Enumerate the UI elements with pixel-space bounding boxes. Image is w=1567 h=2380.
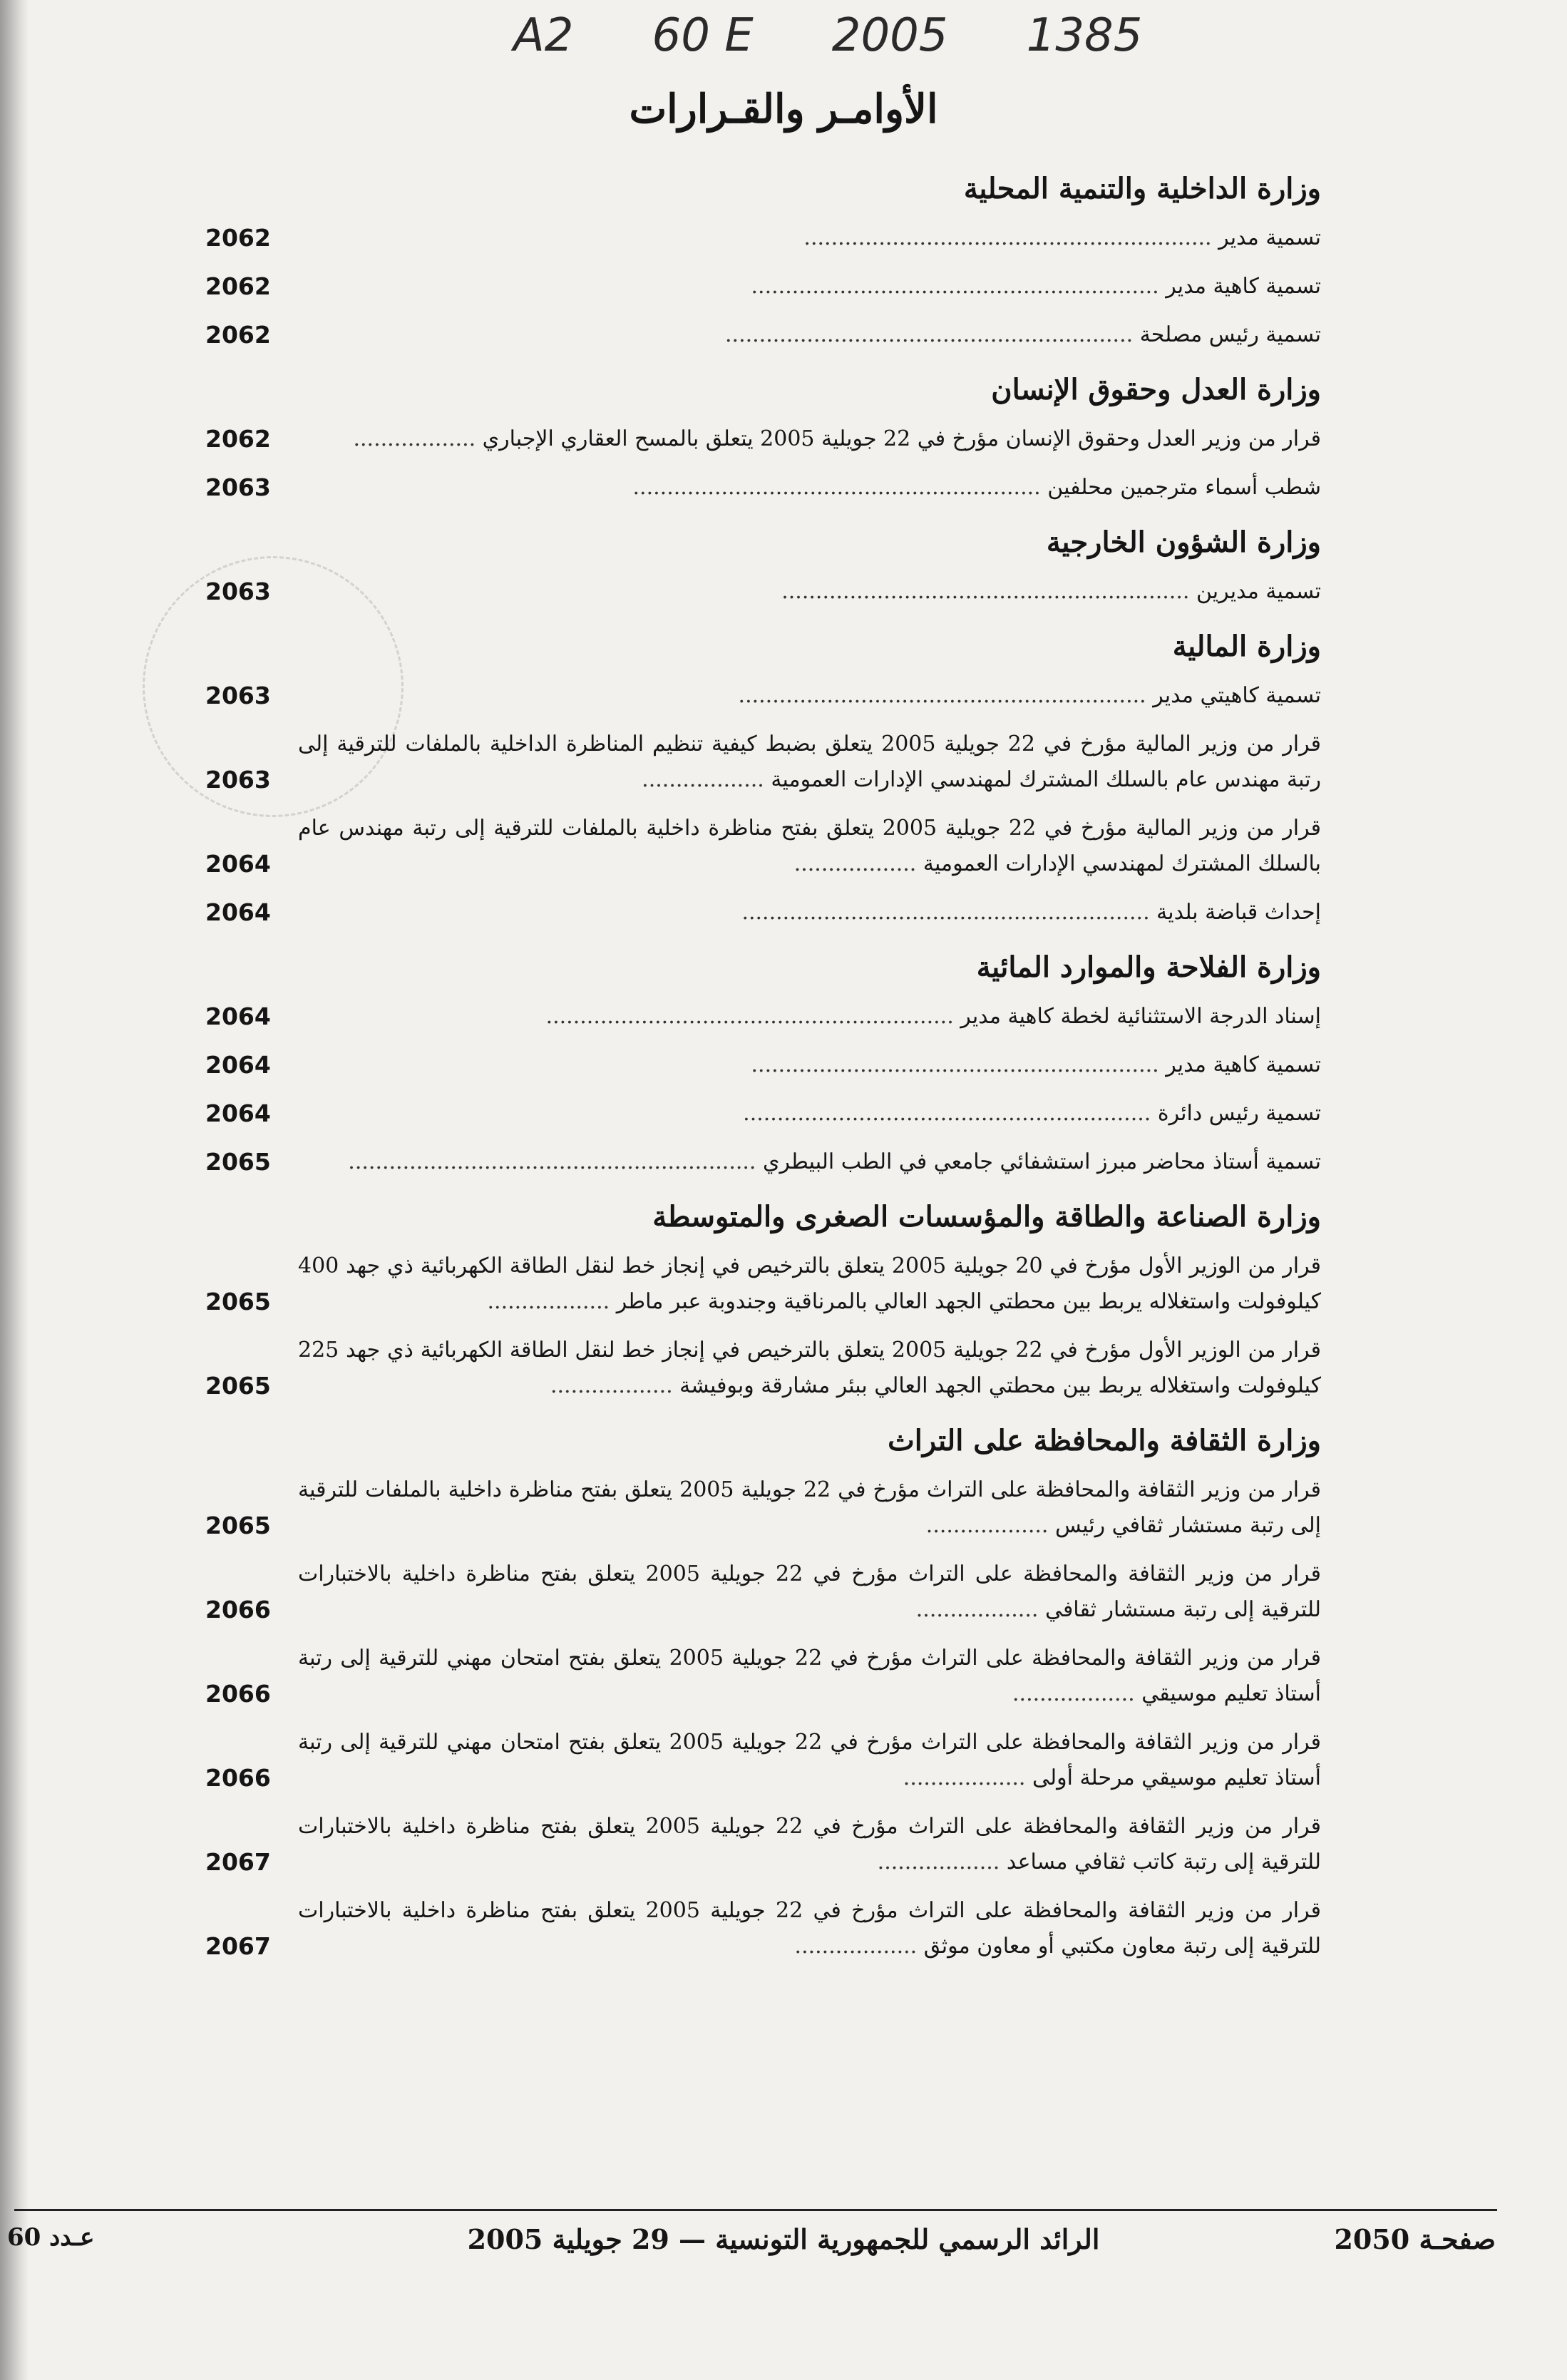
toc-section xyxy=(205,1196,1321,1404)
entry-text-content: قرار من وزير الثقافة والمحافظة على التراث مؤرخ في 22 جويلية 2005 يتعلق بفتح مناظرة داخلية بالاختبارات للترقية إلى رتبة كاتب ثقافي مساعد xyxy=(298,1814,1321,1874)
entry-text xyxy=(298,1096,1321,1132)
entry-page-number: 2064 xyxy=(205,1002,271,1030)
entry-text-content: قرار من وزير الثقافة والمحافظة على التراث مؤرخ في 22 جويلية 2005 يتعلق بفتح مناظرة داخلية بالاختبارات للترقية إلى رتبة مستشار ثقافي xyxy=(298,1561,1321,1622)
entry-page-number: 2062 xyxy=(205,224,271,252)
dot-leader: .................. xyxy=(353,426,483,451)
toc-entry xyxy=(205,1809,1321,1880)
toc-entry xyxy=(205,220,1321,256)
entry-text-content: قرار من وزير المالية مؤرخ في 22 جويلية 2005 يتعلق بفتح مناظرة داخلية بالملفات للترقية إلى رتبة مهندس عام بالسلك المشترك لمهندسي الإدارات العمومية xyxy=(298,816,1321,876)
dot-leader: ............................................................ xyxy=(632,475,1048,500)
dot-leader: ............................................................ xyxy=(725,322,1140,347)
entry-text xyxy=(298,1472,1321,1544)
entry-text-content: تسمية كاهية مدير xyxy=(1166,274,1321,299)
toc-entry xyxy=(205,1556,1321,1628)
dot-leader: ............................................................ xyxy=(803,225,1219,250)
toc-entry xyxy=(205,269,1321,304)
section-title: وزارة الصناعة والطاقة والمؤسسات الصغرى والمتوسطة xyxy=(652,1200,1321,1233)
entry-page-number: 2064 xyxy=(205,1099,271,1127)
entry-page-number: 2064 xyxy=(205,850,271,878)
entry-page-number: 2064 xyxy=(205,898,271,926)
handwritten-ref: 1385 xyxy=(1026,9,1143,62)
entry-text-content: قرار من وزير الثقافة والمحافظة على التراث مؤرخ في 22 جويلية 2005 يتعلق بفتح امتحان مهني للترقية إلى رتبة أستاذ تعليم موسيقي مرحلة أولى xyxy=(298,1730,1321,1790)
dot-leader: .................. xyxy=(487,1289,617,1314)
handwritten-issue: 60 E xyxy=(652,9,754,62)
dot-leader: .................. xyxy=(877,1850,1007,1874)
entry-text xyxy=(298,1893,1321,1964)
footer-issue-number: عـدد 60 xyxy=(7,2223,95,2252)
dot-leader: .................. xyxy=(1012,1681,1142,1706)
entry-text xyxy=(298,1809,1321,1880)
toc-entry xyxy=(205,421,1321,457)
entry-text xyxy=(298,895,1321,930)
entry-page-number: 2063 xyxy=(205,578,271,605)
entry-text xyxy=(298,678,1321,714)
toc-entry xyxy=(205,1144,1321,1180)
entry-text-content: تسمية كاهيتي مدير xyxy=(1153,683,1321,708)
toc-section xyxy=(205,369,1321,506)
section-title: وزارة الثقافة والمحافظة على التراث xyxy=(888,1424,1321,1457)
entry-text xyxy=(298,999,1321,1035)
toc-entry xyxy=(205,999,1321,1035)
binding-shadow xyxy=(0,0,29,2380)
toc-section xyxy=(205,946,1321,1180)
page-title: الأوامـر والقـرارات xyxy=(629,86,938,133)
entry-text-content: تسمية رئيس دائرة xyxy=(1157,1101,1321,1126)
entry-text xyxy=(298,574,1321,610)
entry-text xyxy=(298,1144,1321,1180)
dot-leader: ............................................................ xyxy=(751,1052,1166,1077)
dot-leader: .................. xyxy=(794,1934,924,1959)
entry-text xyxy=(298,1641,1321,1712)
entry-page-number: 2067 xyxy=(205,1848,271,1876)
entry-text-content: قرار من وزير الثقافة والمحافظة على التراث مؤرخ في 22 جويلية 2005 يتعلق بفتح امتحان مهني للترقية إلى رتبة أستاذ تعليم موسيقي xyxy=(298,1646,1321,1706)
entry-page-number: 2064 xyxy=(205,1051,271,1079)
entry-page-number: 2062 xyxy=(205,321,271,349)
toc-entry xyxy=(205,574,1321,610)
entry-text xyxy=(298,1333,1321,1404)
section-title: وزارة الداخلية والتنمية المحلية xyxy=(963,172,1321,205)
entry-text-content: قرار من وزير المالية مؤرخ في 22 جويلية 2005 يتعلق بضبط كيفية تنظيم المناظرة الداخلية بالملفات للترقية إلى رتبة مهندس عام بالسلك المشترك لمهندسي الإدارات العمومية xyxy=(298,732,1322,792)
entry-text-content: قرار من وزير العدل وحقوق الإنسان مؤرخ في 22 جويلية 2005 يتعلق بالمسح العقاري الإجباري xyxy=(482,426,1321,451)
toc-section xyxy=(205,1420,1321,1964)
footer-journal-title: الرائد الرسمي للجمهورية التونسية — 29 جويلية 2005 xyxy=(467,2223,1100,2255)
dot-leader: .................. xyxy=(793,851,923,876)
entry-text xyxy=(298,1248,1321,1320)
toc-entry xyxy=(205,1333,1321,1404)
toc-section xyxy=(205,168,1321,353)
toc-entry xyxy=(205,727,1321,798)
dot-leader: ............................................................ xyxy=(738,683,1154,708)
entry-text-content: إسناد الدرجة الاستثنائية لخطة كاهية مدير xyxy=(960,1004,1321,1029)
toc-entry xyxy=(205,678,1321,714)
entry-page-number: 2065 xyxy=(205,1148,271,1176)
entry-page-number: 2065 xyxy=(205,1288,271,1315)
toc-entry xyxy=(205,470,1321,506)
dot-leader: .................. xyxy=(915,1597,1045,1622)
entry-text xyxy=(298,421,1321,457)
table-of-contents xyxy=(205,168,1321,1980)
handwritten-year: 2005 xyxy=(831,9,948,62)
toc-entry xyxy=(205,317,1321,353)
handwritten-annotation xyxy=(513,7,1440,64)
section-title: وزارة الشؤون الخارجية xyxy=(1046,525,1321,559)
entry-text xyxy=(298,1047,1321,1083)
toc-section xyxy=(205,625,1321,930)
entry-text xyxy=(298,470,1321,506)
entry-page-number: 2063 xyxy=(205,766,271,794)
toc-entry xyxy=(205,1641,1321,1712)
footer-divider xyxy=(14,2209,1497,2211)
entry-page-number: 2063 xyxy=(205,473,271,501)
dot-leader: .................. xyxy=(550,1373,680,1398)
dot-leader: ............................................................ xyxy=(741,900,1157,925)
entry-text-content: قرار من وزير الثقافة والمحافظة على التراث مؤرخ في 22 جويلية 2005 يتعلق بفتح مناظرة داخلية بالاختبارات للترقية إلى رتبة معاون مكتبي أو معاون موثق xyxy=(298,1898,1321,1959)
entry-text-content: تسمية أستاذ محاضر مبرز استشفائي جامعي في الطب البيطري xyxy=(763,1149,1321,1174)
entry-text xyxy=(298,317,1321,353)
entry-text-content: قرار من الوزير الأول مؤرخ في 20 جويلية 2005 يتعلق بالترخيص في إنجاز خط لنقل الطاقة الكهربائية ذي جهد 400 كيلوفولت واستغلاله يربط بين محطتي الجهد العالي بالمرناقية وجندوبة عبر ماطر xyxy=(298,1253,1321,1314)
toc-entry xyxy=(205,1725,1321,1796)
toc-entry xyxy=(205,1472,1321,1544)
dot-leader: ............................................................ xyxy=(751,274,1166,299)
toc-entry xyxy=(205,1096,1321,1132)
entry-text xyxy=(298,1556,1321,1628)
toc-entry xyxy=(205,811,1321,882)
entry-page-number: 2062 xyxy=(205,425,271,453)
entry-page-number: 2063 xyxy=(205,682,271,709)
entry-page-number: 2067 xyxy=(205,1932,271,1960)
entry-page-number: 2066 xyxy=(205,1764,271,1792)
dot-leader: .................. xyxy=(925,1513,1055,1538)
entry-page-number: 2065 xyxy=(205,1372,271,1400)
footer-page-number: صفحـة 2050 xyxy=(1334,2223,1496,2255)
dot-leader: ............................................................ xyxy=(348,1149,764,1174)
dot-leader: ............................................................ xyxy=(743,1101,1158,1126)
entry-text-content: شطب أسماء مترجمين محلفين xyxy=(1047,475,1321,500)
entry-text-content: تسمية مدير xyxy=(1218,225,1321,250)
handwritten-code: A2 xyxy=(513,9,574,62)
entry-text xyxy=(298,811,1321,882)
entry-text xyxy=(298,1725,1321,1796)
dot-leader: ............................................................ xyxy=(545,1004,961,1029)
entry-text-content: قرار من الوزير الأول مؤرخ في 22 جويلية 2005 يتعلق بالترخيص في إنجاز خط لنقل الطاقة الكهربائية ذي جهد 225 كيلوفولت واستغلاله يربط بين محطتي الجهد العالي ببئر مشارقة وبوفيشة xyxy=(298,1338,1321,1398)
entry-page-number: 2066 xyxy=(205,1596,271,1624)
toc-entry xyxy=(205,1047,1321,1083)
entry-page-number: 2062 xyxy=(205,272,271,300)
entry-text xyxy=(298,269,1321,304)
entry-text-content: إحداث قباضة بلدية xyxy=(1156,900,1321,925)
section-title: وزارة الفلاحة والموارد المائية xyxy=(976,950,1321,984)
dot-leader: .................. xyxy=(903,1765,1032,1790)
section-title: وزارة المالية xyxy=(1172,630,1321,663)
section-title: وزارة العدل وحقوق الإنسان xyxy=(991,373,1321,406)
toc-entry xyxy=(205,1248,1321,1320)
toc-section xyxy=(205,521,1321,610)
entry-text-content: تسمية كاهية مدير xyxy=(1166,1052,1321,1077)
entry-page-number: 2065 xyxy=(205,1512,271,1539)
page-footer xyxy=(0,2223,1567,2266)
dot-leader: .................. xyxy=(642,767,771,792)
entry-text-content: قرار من وزير الثقافة والمحافظة على التراث مؤرخ في 22 جويلية 2005 يتعلق بفتح مناظرة داخلية بالملفات للترقية إلى رتبة مستشار ثقافي رئيس xyxy=(298,1477,1321,1538)
entry-text-content: تسمية مديرين xyxy=(1196,579,1321,604)
toc-entry xyxy=(205,1893,1321,1964)
entry-text xyxy=(298,220,1321,256)
dot-leader: ............................................................ xyxy=(781,579,1196,604)
entry-text-content: تسمية رئيس مصلحة xyxy=(1139,322,1321,347)
toc-entry xyxy=(205,895,1321,930)
entry-text xyxy=(298,727,1321,798)
entry-page-number: 2066 xyxy=(205,1680,271,1708)
